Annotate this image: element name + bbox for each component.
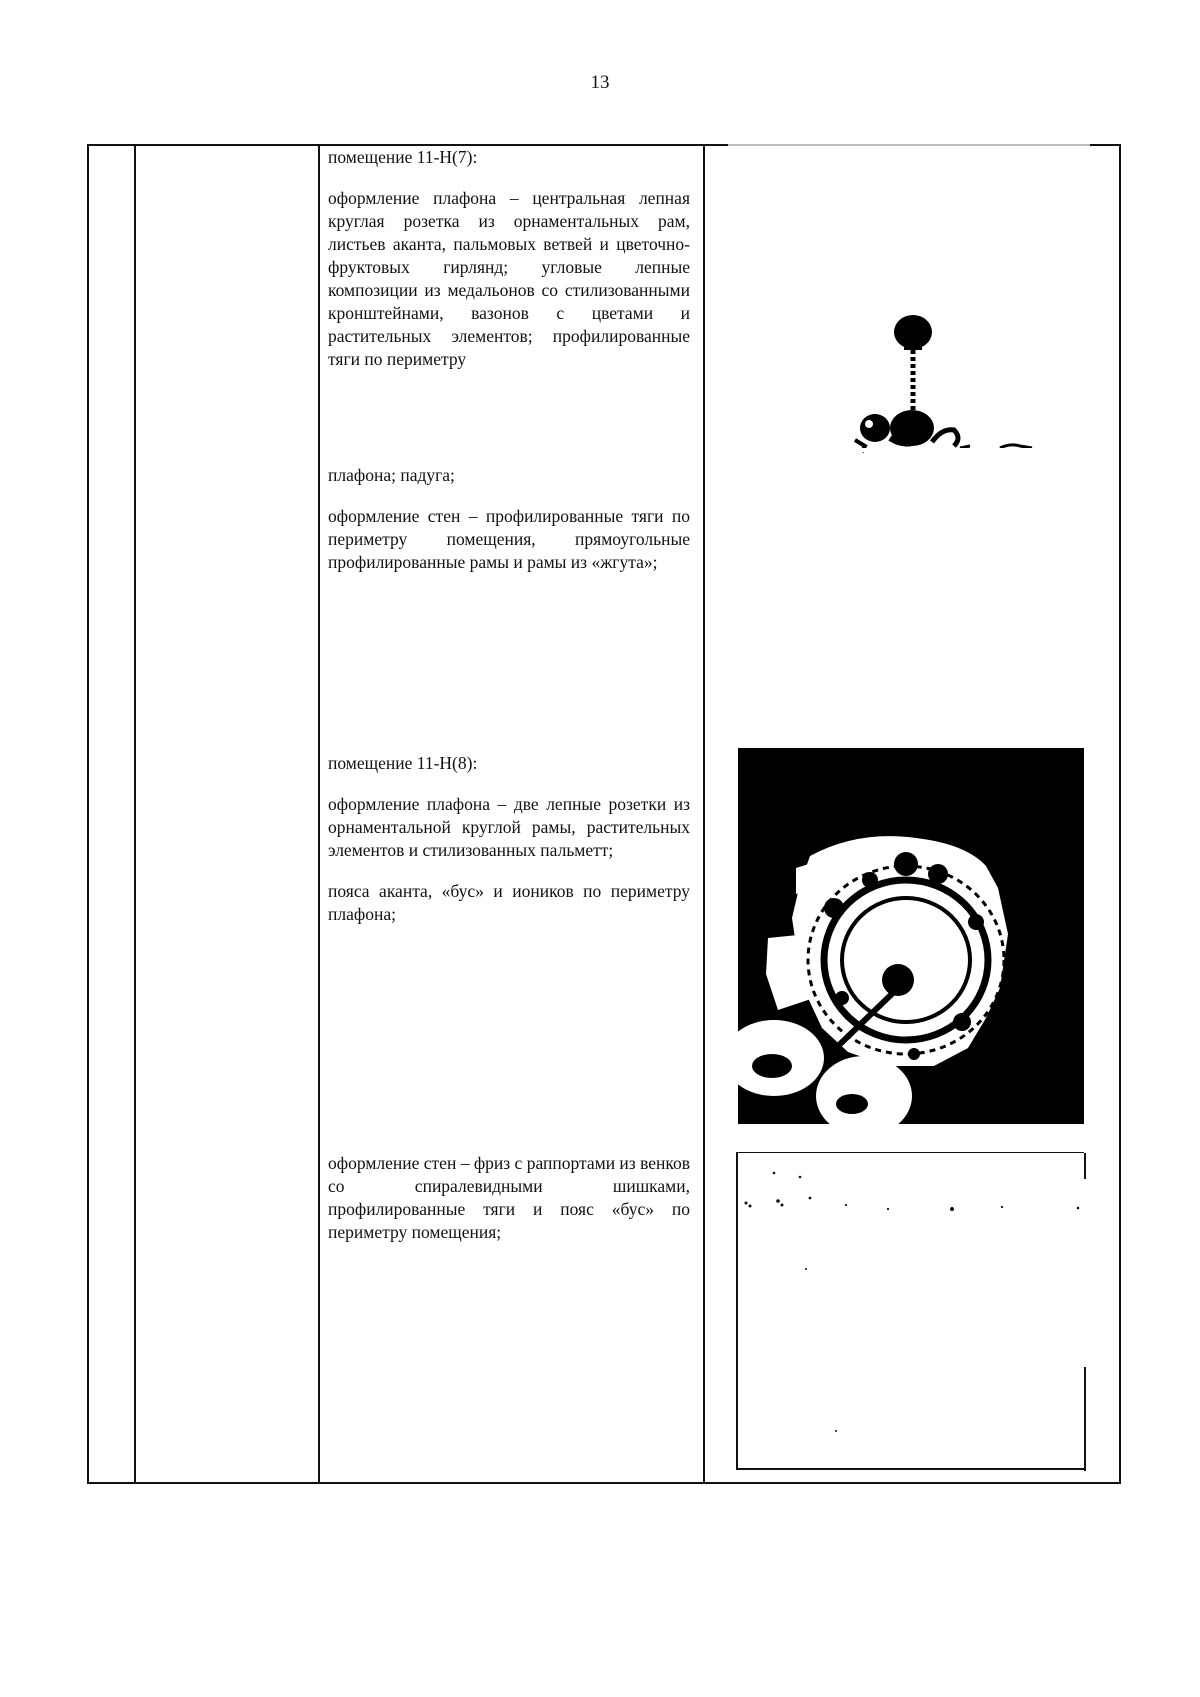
room-11h7-continuation-block: [328, 464, 690, 592]
room-11h8-walls-text: оформление стен – фриз с раппортами из венков со спиралевидными шишками, профилированные тяги и пояс «бус» по периметру помещения;: [328, 1153, 691, 1242]
room-11h7-heading-block: [328, 146, 690, 389]
page-number: 13: [590, 72, 610, 93]
room-11h8-ceiling-text: оформление плафона – две лепные розетки из орнаментальной круглой рамы, растительных элементов и стилизованных пальметт;: [328, 794, 690, 860]
photo-ceiling-rosette: [738, 748, 1084, 1136]
photo-wall-frieze: [738, 1153, 1086, 1471]
room-11h7-title: помещение 11-Н(7):: [328, 147, 478, 167]
column-divider-1: [134, 146, 136, 1482]
room-11h8-title: помещение 11-Н(8):: [328, 753, 478, 773]
photo-frame-edge: [728, 144, 1090, 146]
column-divider-2: [318, 146, 320, 1482]
room-11h8-heading-block: [328, 752, 690, 944]
room-11h7-walls-text: оформление стен – профилированные тяги по периметру помещения, прямоугольные профилированные рамы и рамы из «жгута»;: [328, 506, 690, 572]
room-11h8-belts-text: пояса аканта, «бус» и иоников по периметру плафона;: [328, 881, 690, 924]
room-11h7-padouga-text: плафона; падуга;: [328, 465, 455, 485]
column-divider-3: [703, 146, 705, 1482]
photo-wall-frieze-frame: [736, 1152, 1084, 1470]
photo-chandelier: [850, 310, 1040, 455]
room-11h7-ceiling-text: оформление плафона – центральная лепная круглая розетка из орнаментальных рам, листьев аканта, пальмовых ветвей и цветочно-фруктовых гирлянд; угловые лепные композиции из медальонов со стилизованными кронштейнами, вазонов с цветами и растительных элементов; профилированные тяги по периметру: [328, 188, 690, 369]
room-11h8-walls-block: [328, 1152, 690, 1262]
